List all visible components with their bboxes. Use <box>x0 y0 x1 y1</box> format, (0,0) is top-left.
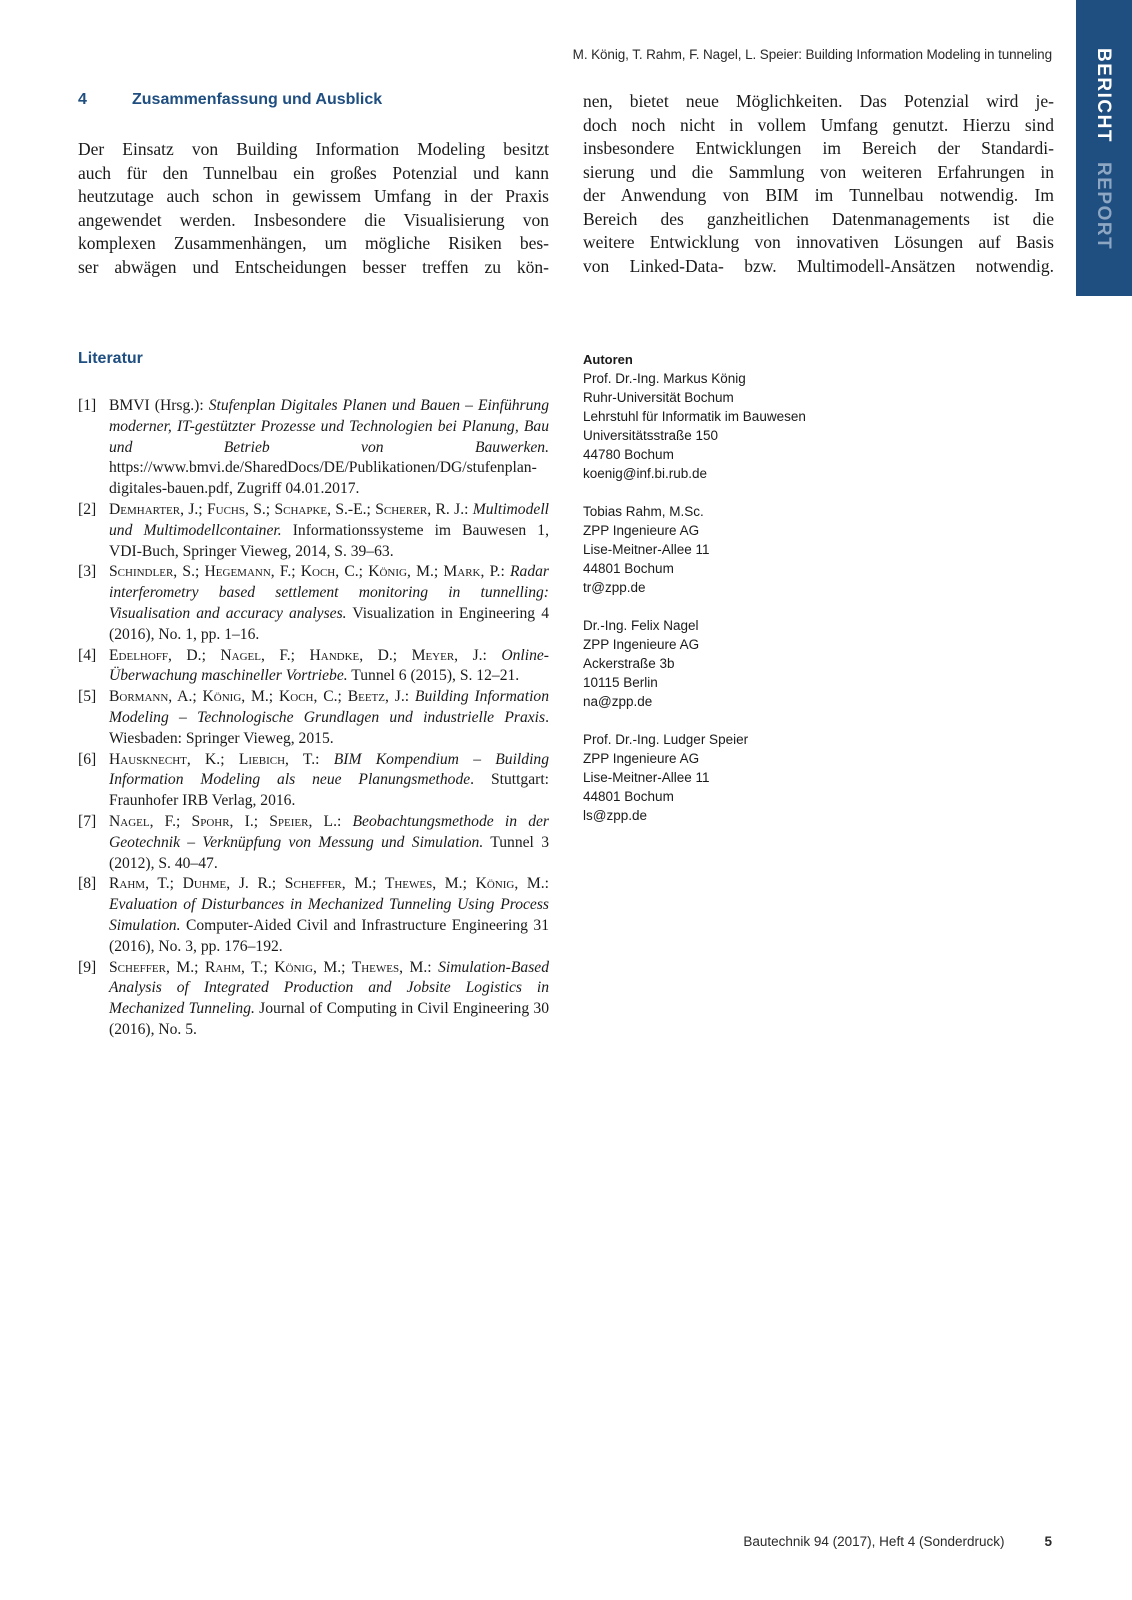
reference-source: . Stuttgart: Fraunhofer IRB Verlag, 2016. <box>109 771 549 810</box>
reference-authors: Edelhoff, D.; Nagel, F.; Handke, D.; Meyer, J.: <box>109 646 502 664</box>
author-block <box>583 730 883 825</box>
side-tab-word-report: REPORT <box>1093 161 1114 250</box>
reference-item <box>78 750 549 812</box>
section-number: 4 <box>78 91 87 108</box>
reference-text <box>109 562 549 645</box>
reference-title: Beobachtungsmethode in der Geotechnik – Verknüpfung von Messung und Simulation. <box>109 812 549 851</box>
reference-item <box>78 562 549 645</box>
reference-list <box>78 396 549 1041</box>
reference-item <box>78 396 549 500</box>
reference-item <box>78 812 549 874</box>
reference-number: [8] <box>78 875 97 893</box>
author-email: koenig@inf.bi.rub.de <box>583 466 708 481</box>
author-line: Lise-Meitner-Allee 11 <box>583 542 710 557</box>
reference-source: Visualization in Engineering 4 (2016), No. 1, pp. 1–16. <box>109 604 549 643</box>
reference-source: Tunnel 6 (2015), S. 12–21. <box>347 667 520 685</box>
reference-text <box>109 874 549 957</box>
reference-title: Multimodell und Multimodellcontainer. <box>109 500 549 539</box>
side-tab-label <box>1092 48 1114 250</box>
reference-source: Tunnel 3 (2012), S. 40–47. <box>109 833 549 872</box>
body-left-line: auch für den Tunnelbau ein großes Potenzial und kann <box>78 162 549 183</box>
body-left-line: komplexen Zusammenhängen, um mögliche Risiken bes- <box>78 233 549 253</box>
reference-item <box>78 500 549 562</box>
author-block <box>583 369 883 483</box>
reference-item <box>78 874 549 957</box>
page-footer <box>743 1534 1052 1549</box>
reference-number: [5] <box>78 688 97 706</box>
author-block <box>583 502 883 597</box>
literature-heading: Literatur <box>78 350 143 367</box>
author-block <box>583 616 883 711</box>
reference-number: [9] <box>78 958 97 976</box>
author-line: Dr.-Ing. Felix Nagel <box>583 618 699 633</box>
reference-number: [2] <box>78 500 97 518</box>
reference-title: Evaluation of Disturbances in Mechanized Tunneling Using Process Simulation. <box>109 896 549 934</box>
body-right-line: weitere Entwicklung von innovativen Lösungen auf Basis <box>583 232 1054 252</box>
reference-number: [1] <box>78 397 97 414</box>
side-tab-word-bericht: BERICHT <box>1093 48 1114 143</box>
section-title: Zusammenfassung und Ausblick <box>132 91 383 108</box>
reference-title: Radar interferometry based settlement monitoring in tunnelling: Visualisation and accuracy analyses. <box>109 563 549 622</box>
body-right-line: der Anwendung von BIM im Tunnelbau notwendig. Im <box>583 185 1054 205</box>
reference-source: https://www.bmvi.de/SharedDocs/DE/Publikationen/DG/stufenplan-digitales-bauen.pdf, Zugriff 04.01.2017. <box>109 459 537 498</box>
reference-text <box>109 812 549 874</box>
reference-number: [6] <box>78 750 97 768</box>
author-line: Lise-Meitner-Allee 11 <box>583 770 710 785</box>
reference-text <box>109 958 549 1041</box>
running-head: M. König, T. Rahm, F. Nagel, L. Speier: Building Information Modeling in tunneling <box>572 47 1052 62</box>
reference-item <box>78 687 549 749</box>
author-line: 44780 Bochum <box>583 447 674 462</box>
reference-source: Computer-Aided Civil and Infrastructure Engineering 31 (2016), No. 3, pp. 176–192. <box>109 916 549 955</box>
body-right-line: nen, bietet neue Möglichkeiten. Das Potenzial wird je- <box>583 91 1054 111</box>
body-text-right <box>583 90 1054 278</box>
author-line: Universitätsstraße 150 <box>583 428 719 443</box>
reference-authors: Scheffer, M.; Rahm, T.; König, M.; Thewes, M.: <box>109 958 439 976</box>
reference-authors: Rahm, T.; Duhme, J. R.; Scheffer, M.; Thewes, M.; König, M.: <box>109 875 549 893</box>
reference-authors: Hausknecht, K.; Liebich, T.: <box>109 750 334 768</box>
reference-text <box>109 500 549 562</box>
author-line: 44801 Bochum <box>583 789 674 804</box>
body-left-line: angewendet werden. Insbesondere die Visualisierung von <box>78 209 549 230</box>
author-line: 44801 Bochum <box>583 561 674 576</box>
author-line: Ruhr-Universität Bochum <box>583 390 734 405</box>
reference-number: [4] <box>78 646 97 664</box>
reference-number: [7] <box>78 812 97 830</box>
body-right-line: insbesondere Entwicklungen im Bereich der Standardi- <box>583 138 1054 158</box>
reference-number: [3] <box>78 563 97 581</box>
reference-title: BIM Kompendium – Building Information Modeling als neue Planungsmethode <box>109 750 549 789</box>
reference-authors: Demharter, J.; Fuchs, S.; Schapke, S.-E.; Scherer, R. J.: <box>109 500 473 518</box>
reference-source: . Wiesbaden: Springer Vieweg, 2015. <box>109 708 549 747</box>
reference-source: Journal of Computing in Civil Engineering 30 (2016), No. 5. <box>109 1000 549 1038</box>
author-line: Tobias Rahm, M.Sc. <box>583 504 704 519</box>
reference-source: Informationssysteme im Bauwesen 1, VDI-Buch, Springer Vieweg, 2014, S. 39–63. <box>109 521 549 560</box>
authors-heading: Autoren <box>583 352 633 367</box>
reference-text <box>109 750 549 812</box>
body-left-line: ser abwägen und Entscheidungen besser treffen zu kön- <box>78 256 549 277</box>
body-right-line: sierung und die Sammlung von weiteren Erfahrungen in <box>583 161 1054 182</box>
footer-journal: Bautechnik 94 (2017), Heft 4 (Sonderdruck) <box>743 1534 1005 1549</box>
author-line: Prof. Dr.-Ing. Ludger Speier <box>583 732 749 747</box>
author-line: Prof. Dr.-Ing. Markus König <box>583 371 746 386</box>
authors-box <box>583 350 883 844</box>
page-number: 5 <box>1044 1534 1052 1549</box>
side-tab <box>1076 0 1132 296</box>
author-line: ZPP Ingenieure AG <box>583 523 700 538</box>
reference-item <box>78 958 549 1041</box>
body-left-line: Der Einsatz von Building Information Modeling besitzt <box>78 139 549 159</box>
reference-text <box>109 646 549 688</box>
author-email: na@zpp.de <box>583 694 653 709</box>
author-line: 10115 Berlin <box>583 675 658 690</box>
reference-authors: Schindler, S.; Hegemann, F.; Koch, C.; König, M.; Mark, P.: <box>109 563 511 581</box>
author-line: ZPP Ingenieure AG <box>583 637 700 652</box>
reference-title: Online-Überwachung maschineller Vortriebe. <box>109 646 549 685</box>
reference-title: Stufenplan Digitales Planen und Bauen – Einführung moderner, IT-gestützter Prozesse und Technologien bei Planung, Bau und Betrieb von Bauwerken. <box>109 397 549 456</box>
author-line: Lehrstuhl für Informatik im Bauwesen <box>583 409 806 424</box>
author-line: Ackerstraße 3b <box>583 656 675 671</box>
reference-title: Building Information Modeling – Technologische Grundlagen und industrielle Praxis <box>109 688 549 726</box>
body-right-line: doch noch nicht in vollem Umfang genutzt. Hierzu sind <box>583 114 1054 135</box>
reference-text <box>109 687 549 749</box>
reference-authors: BMVI (Hrsg.): <box>109 397 209 414</box>
author-email: ls@zpp.de <box>583 808 647 823</box>
reference-authors: Nagel, F.; Spohr, I.; Speier, L.: <box>109 812 353 830</box>
reference-item <box>78 646 549 688</box>
reference-text <box>109 396 549 500</box>
body-right-line: Bereich des ganzheitlichen Datenmanagements ist die <box>583 208 1054 229</box>
body-text-left <box>78 138 549 279</box>
reference-title: Simulation-Based Analysis of Integrated Production and Jobsite Logistics in Mechanized Tunneling. <box>109 958 549 1018</box>
author-line: ZPP Ingenieure AG <box>583 751 700 766</box>
reference-authors: Bormann, A.; König, M.; Koch, C.; Beetz, J.: <box>109 688 415 706</box>
author-email: tr@zpp.de <box>583 580 646 595</box>
body-right-line: von Linked-Data- bzw. Multimodell-Ansätzen notwendig. <box>583 255 1054 276</box>
body-left-line: heutzutage auch schon in gewissem Umfang in der Praxis <box>78 186 549 206</box>
section-heading <box>78 91 382 109</box>
